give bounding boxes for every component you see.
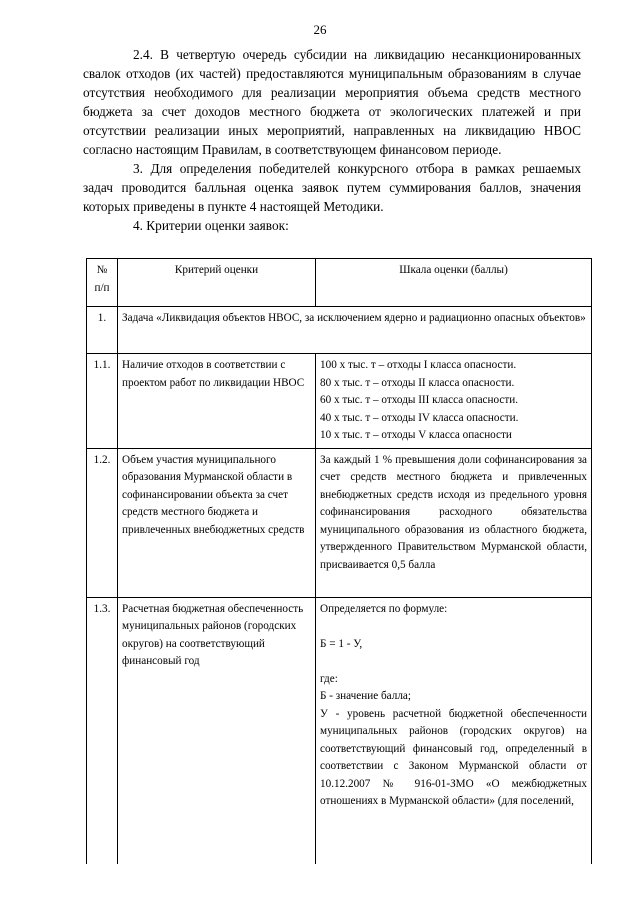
table-row [87, 354, 592, 449]
scale-def-b: Б - значение балла; [320, 690, 411, 702]
task-row [87, 307, 592, 354]
row-criterion: Объем участия муниципального образования Мурманской области в софинансировании объекта за счет средств местного бюджета и привлеченных внебюджетных средств [118, 448, 316, 597]
table-header-row [87, 259, 592, 307]
scale-line: 40 х тыс. т – отходы IV класса опасности. [320, 411, 519, 424]
table-row [87, 597, 592, 864]
spacer [320, 618, 587, 636]
scale-line: 60 х тыс. т – отходы III класса опасности. [320, 394, 518, 406]
paragraph-2-4: 2.4. В четвертую очередь субсидии на ликвидацию несанкционированных свалок отходов (их частей) предоставляются муниципальным образованиям в случае отсутствия необходимого для реализации мероприятия объема средств местного бюджета за счет доходов местного бюджета от экологических платежей и при отсутствии реализации иных мероприятий, направленных на ликвидацию НВОС согласно настоящим Правилам, в соответствующем финансовом периоде. [83, 47, 581, 157]
row-num: 1.3. [87, 597, 118, 864]
row-num: 1.2. [87, 448, 118, 597]
paragraph-4-heading: 4. Критерии оценки заявок: [133, 218, 289, 233]
header-criterion: Критерий оценки [118, 259, 316, 307]
scale-where: где: [320, 672, 338, 685]
body-text [83, 45, 581, 235]
scale-line: 80 х тыс. т – отходы II класса опасности. [320, 376, 515, 389]
row-scale: За каждый 1 % превышения доли софинансирования за счет средств местного бюджета и привлеченных внебюджетных средств исходя из предельного уровня софинансирования расходного обязательства муниципального образования из областного бюджета, утвержденного Правительством Мурманской области, присваивается 0,5 балла [316, 448, 592, 597]
task-text: Задача «Ликвидация объектов НВОС, за исключением ядерно и радиационно опасных объектов» [118, 307, 592, 354]
scale-line: 10 х тыс. т – отходы V класса опасности [320, 429, 512, 441]
scale-line: 100 х тыс. т – отходы I класса опасности. [320, 359, 517, 371]
scale-formula: Б = 1 - У, [320, 637, 363, 650]
scale-def-u: У - уровень расчетной бюджетной обеспеченности муниципальных районов (городских округов) на соответствующий финансовый год, определенный в соответствии с Законом Мурманской области от 10.12.2007 № 916-01-ЗМО «О межбюджетных отношениях в Мурманской области» (для поселений, [320, 707, 587, 807]
header-scale: Шкала оценки (баллы) [316, 259, 592, 307]
scale-intro: Определяется по формуле: [320, 602, 448, 615]
table-row [87, 448, 592, 597]
header-num: № п/п [87, 259, 118, 307]
row-scale [316, 597, 592, 864]
page-number: 26 [313, 22, 327, 37]
row-num: 1.1. [87, 354, 118, 449]
row-criterion: Расчетная бюджетная обеспеченность муниципальных районов (городских округов) на соответствующий финансовый год [118, 597, 316, 864]
row-criterion: Наличие отходов в соответствии с проектом работ по ликвидации НВОС [118, 354, 316, 449]
task-num: 1. [87, 307, 118, 354]
paragraph-3: 3. Для определения победителей конкурсного отбора в рамках решаемых задач проводится балльная оценка заявок путем суммирования баллов, значения которых приведены в пункте 4 настоящей Методики. [83, 161, 581, 214]
row-scale [316, 354, 592, 449]
criteria-table [86, 258, 592, 864]
spacer [320, 653, 587, 671]
